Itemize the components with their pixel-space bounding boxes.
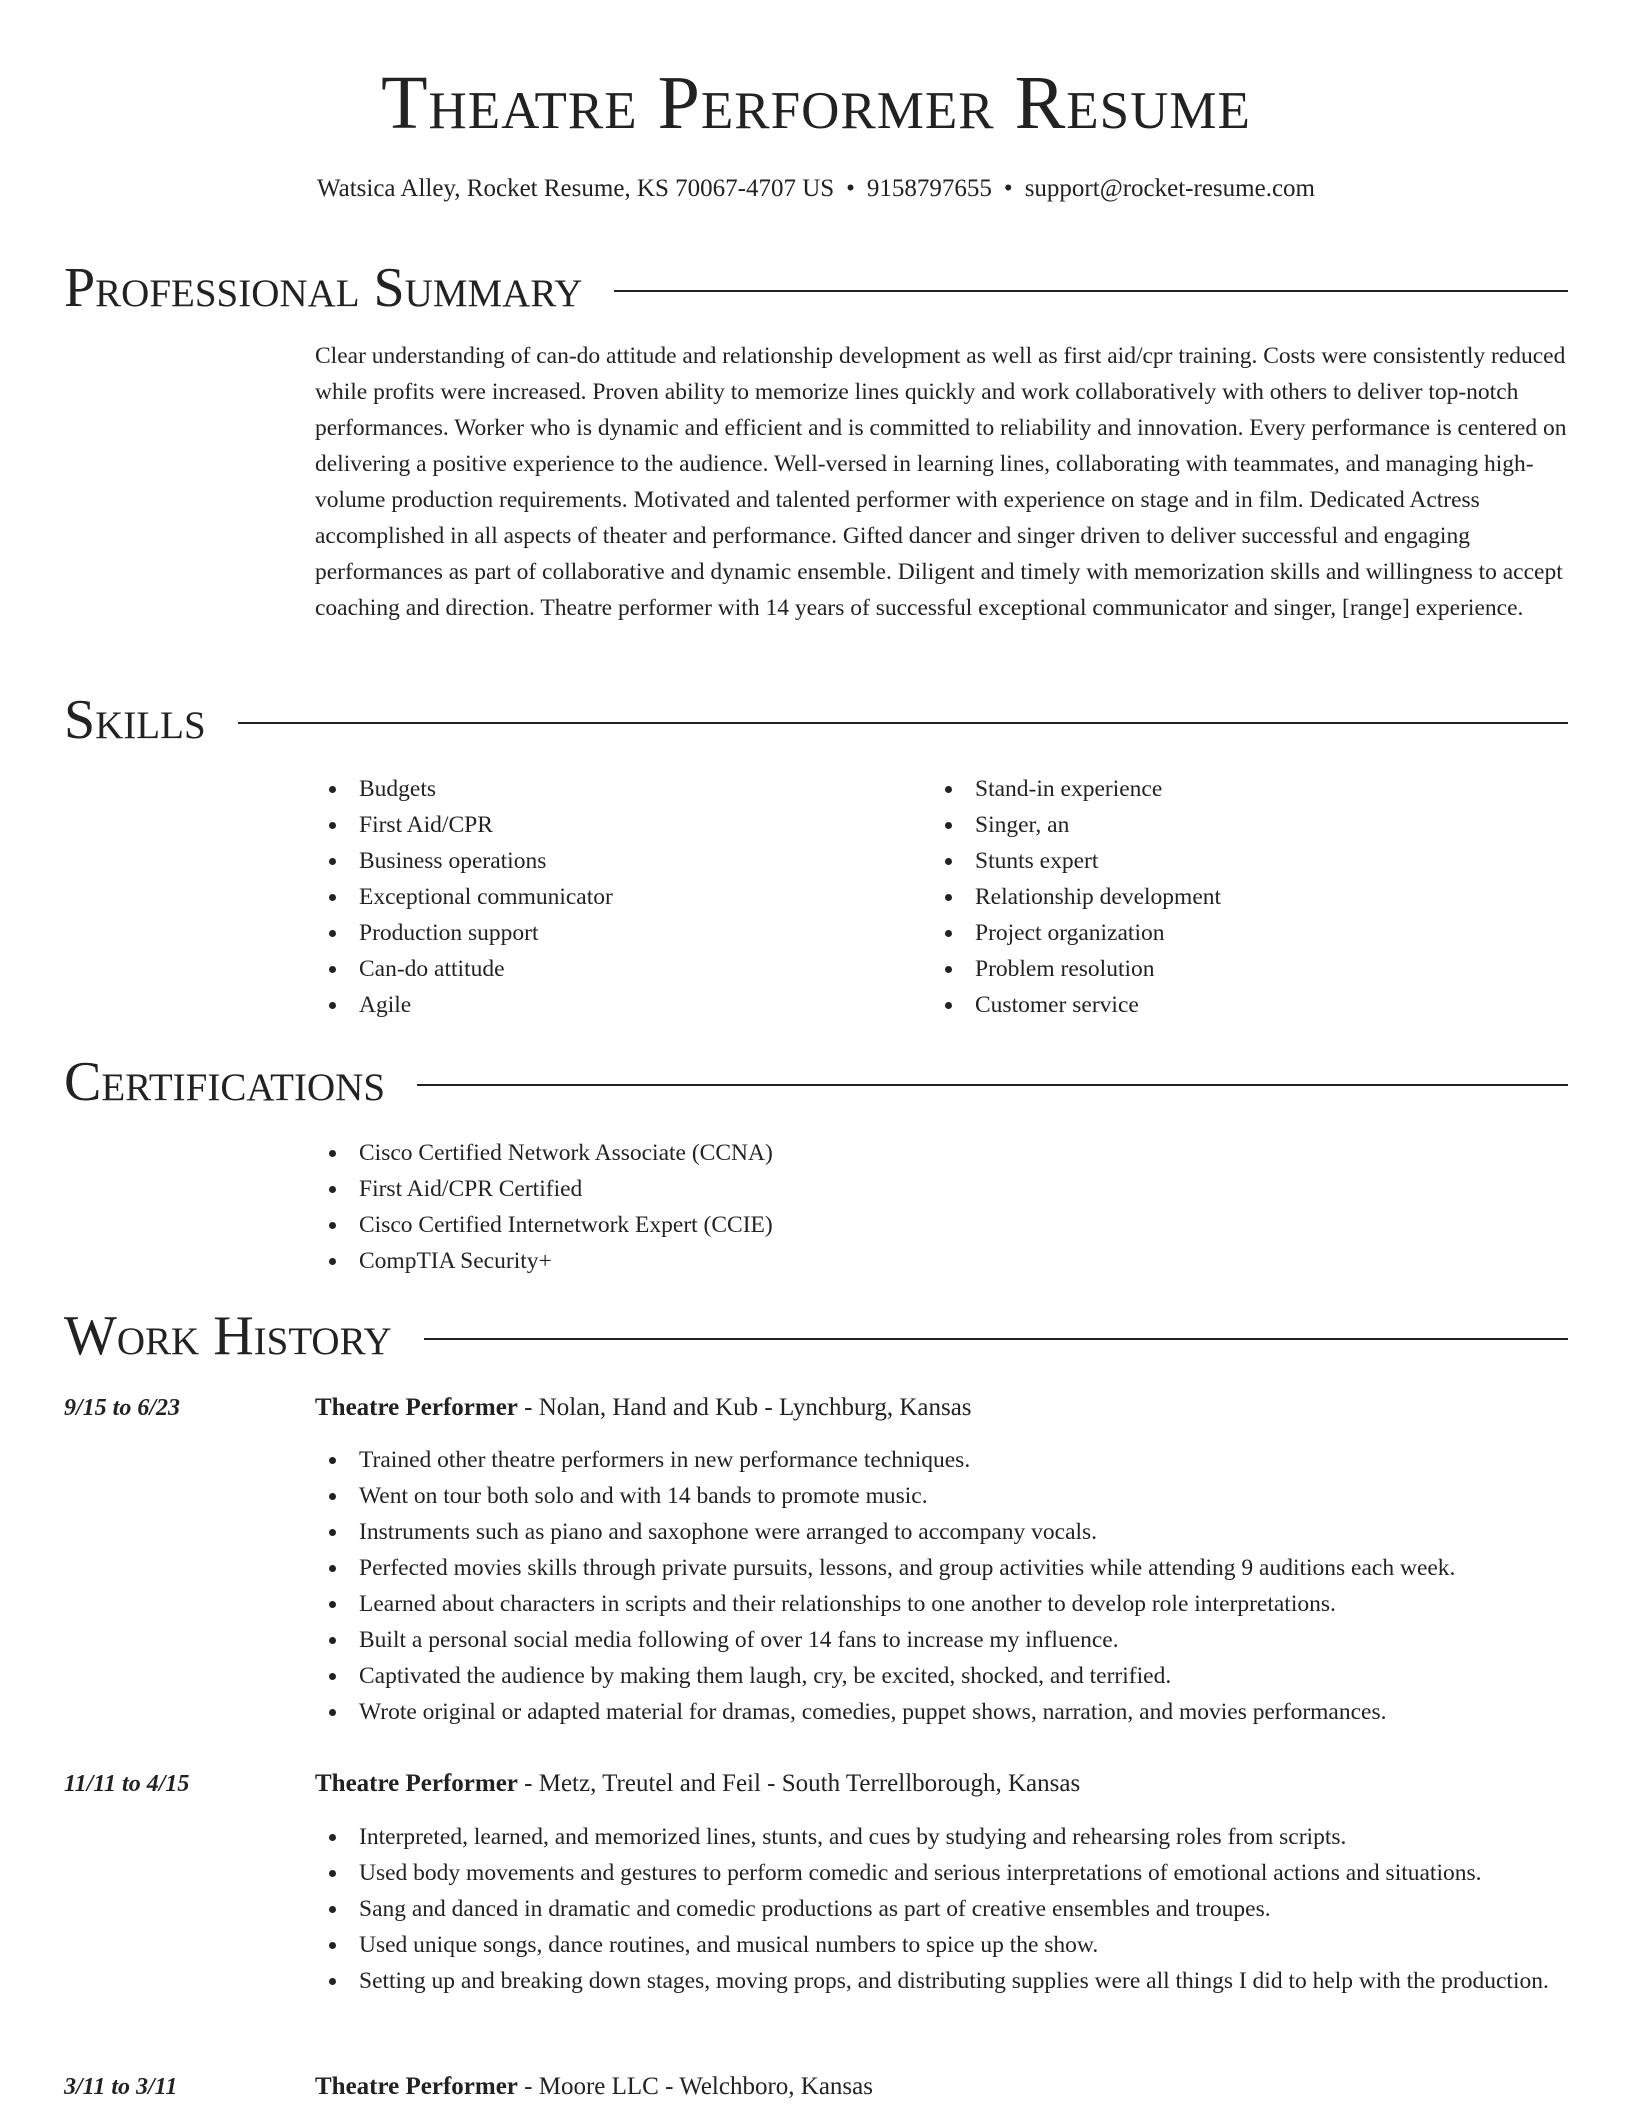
separator: • — [846, 175, 855, 202]
list-item: Business operations — [315, 843, 915, 879]
list-item: CompTIA Security+ — [315, 1243, 1567, 1279]
list-item: Singer, an — [931, 807, 1531, 843]
list-item: Problem resolution — [931, 951, 1531, 987]
list-item: Project organization — [931, 915, 1531, 951]
list-item: Relationship development — [931, 879, 1531, 915]
job-employer: - Metz, Treutel and Feil - South Terrellborough, Kansas — [517, 1770, 1081, 1797]
summary-text: Clear understanding of can-do attitude and relationship development as well as first aid/cpr training. Costs were consistently reduced while profits were increased. Proven ability to memorize lines quickly and work collaboratively with others to deliver top-notch performances. Worker who is dynamic and efficient and is committed to reliability and innovation. Every performance is centered on delivering a positive experience to the audience. Well-versed in learning lines, collaborating with teammates, and managing high-volume production requirements. Motivated and talented performer with experience on stage and in film. Dedicated Actress accomplished in all aspects of theater and performance. Gifted dancer and singer driven to deliver successful and engaging performances as part of collaborative and dynamic ensemble. Diligent and timely with memorization skills and willingness to accept coaching and direction. Theatre performer with 14 years of successful exceptional communicator and singer, [range] experience. — [315, 343, 1567, 621]
job-bullets — [315, 1819, 1567, 1999]
list-item: Built a personal social media following of over 14 fans to increase my influence. — [315, 1622, 1567, 1658]
section-title: Certifications — [64, 1051, 386, 1113]
list-item: Exceptional communicator — [315, 879, 915, 915]
list-item: Wrote original or adapted material for dramas, comedies, puppet shows, narration, and movies performances. — [315, 1694, 1567, 1730]
list-item: Customer service — [931, 987, 1531, 1023]
list-item: Setting up and breaking down stages, moving props, and distributing supplies were all things I did to help with the production. — [315, 1963, 1567, 1999]
section-divider — [417, 1084, 1568, 1086]
section-header-work-history — [64, 1306, 1568, 1366]
section-title: Skills — [64, 689, 206, 751]
section-header-certifications — [64, 1052, 1568, 1112]
list-item: Budgets — [315, 771, 915, 807]
phone: 9158797655 — [866, 175, 992, 202]
list-item: Sang and danced in dramatic and comedic productions as part of creative ensembles and troupes. — [315, 1891, 1567, 1927]
section-title: Work History — [64, 1305, 392, 1367]
section-divider — [238, 722, 1568, 724]
contact-line — [0, 172, 1632, 206]
job-title: Theatre Performer — [315, 1770, 518, 1797]
skills-list-right — [931, 771, 1531, 1023]
list-item: Perfected movies skills through private pursuits, lessons, and group activities while attending 9 auditions each week. — [315, 1550, 1567, 1586]
job-title: Theatre Performer — [315, 1394, 518, 1421]
list-item: First Aid/CPR Certified — [315, 1171, 1567, 1207]
email: support@rocket-resume.com — [1024, 175, 1315, 202]
section-header-summary — [64, 258, 1568, 318]
separator: • — [1003, 175, 1013, 202]
section-header-skills — [64, 690, 1568, 750]
list-item: First Aid/CPR — [315, 807, 915, 843]
job-dates: 3/11 to 3/11 — [64, 2074, 178, 2100]
list-item: Captivated the audience by making them laugh, cry, be excited, shocked, and terrified. — [315, 1658, 1567, 1694]
job-bullets — [315, 1442, 1567, 1730]
list-item: Stand-in experience — [931, 771, 1531, 807]
list-item: Agile — [315, 987, 915, 1023]
job-employer: - Nolan, Hand and Kub - Lynchburg, Kansas — [517, 1394, 972, 1421]
job-heading — [315, 1766, 1567, 1802]
job-heading — [315, 1390, 1567, 1426]
job-heading — [315, 2069, 1567, 2105]
job-title: Theatre Performer — [315, 2073, 518, 2100]
list-item: Cisco Certified Internetwork Expert (CCIE) — [315, 1207, 1567, 1243]
section-divider — [614, 290, 1568, 292]
section-divider — [424, 1338, 1568, 1340]
list-item: Can-do attitude — [315, 951, 915, 987]
list-item: Used unique songs, dance routines, and musical numbers to spice up the show. — [315, 1927, 1567, 1963]
list-item: Trained other theatre performers in new performance techniques. — [315, 1442, 1567, 1478]
skills-list-left — [315, 771, 915, 1023]
list-item: Interpreted, learned, and memorized lines, stunts, and cues by studying and rehearsing roles from scripts. — [315, 1819, 1567, 1855]
list-item: Production support — [315, 915, 915, 951]
list-item: Stunts expert — [931, 843, 1531, 879]
job-dates: 11/11 to 4/15 — [64, 1771, 190, 1797]
list-item: Instruments such as piano and saxophone were arranged to accompany vocals. — [315, 1514, 1567, 1550]
list-item: Went on tour both solo and with 14 bands to promote music. — [315, 1478, 1567, 1514]
address: Watsica Alley, Rocket Resume, KS 70067-4707 US — [317, 175, 835, 202]
section-title: Professional Summary — [64, 257, 583, 319]
list-item: Cisco Certified Network Associate (CCNA) — [315, 1135, 1567, 1171]
job-employer: - Moore LLC - Welchboro, Kansas — [517, 2073, 873, 2100]
list-item: Learned about characters in scripts and their relationships to one another to develop role interpretations. — [315, 1586, 1567, 1622]
list-item: Used body movements and gestures to perform comedic and serious interpretations of emotional actions and situations. — [315, 1855, 1567, 1891]
job-dates: 9/15 to 6/23 — [64, 1395, 181, 1421]
certifications-list — [315, 1135, 1567, 1279]
resume-title: Theatre Performer Resume — [381, 61, 1251, 145]
